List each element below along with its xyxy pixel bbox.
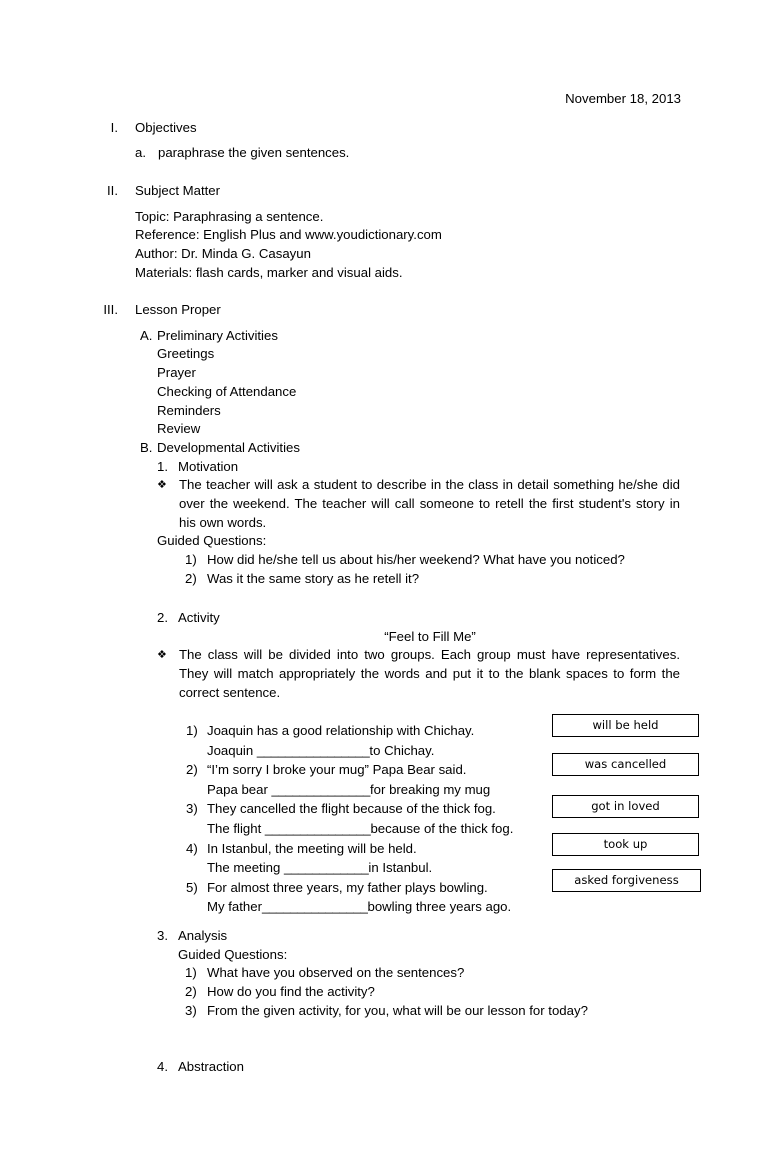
subject-matter-title: Subject Matter [135, 183, 221, 198]
motivation-bullet-text: The teacher will ask a student to describe in the class in detail something he/she did over the weekend. The teacher will call someone to retell the first student's story in his own words. [179, 477, 680, 530]
exercise-item-2-suffix: for breaking my mug [370, 781, 491, 797]
motivation-question-1-marker: 1) [185, 552, 197, 568]
motivation-question-2-marker: 2) [185, 570, 197, 586]
motivation-question-2-text: Was it the same story as he retell it? [207, 570, 420, 586]
motivation-marker: 1. [157, 458, 168, 474]
exercise-item-4-marker: 4) [186, 840, 198, 856]
exercise-item-5-prefix: My father [207, 899, 262, 915]
motivation-question-1-text: How did he/she tell us about his/her weekend? What have you noticed? [207, 552, 625, 568]
subject-matter-heading [0, 182, 768, 201]
answer-box-got-in-loved[interactable]: got in loved [552, 795, 699, 818]
exercise-item-3-marker: 3) [186, 801, 198, 817]
objectives-item [0, 144, 768, 163]
exercise-item-5-answer-line[interactable] [0, 897, 768, 917]
analysis-question-2-text: How do you find the activity? [207, 984, 375, 1000]
exercise-item-3-blank[interactable]: _______________ [264, 820, 371, 836]
preliminary-item-reminders: Reminders [157, 402, 221, 418]
analysis-question-1-marker: 1) [185, 965, 197, 981]
preliminary-item-prayer: Prayer [157, 365, 196, 381]
analysis-question-1-text: What have you observed on the sentences? [207, 965, 465, 981]
lesson-proper-title: Lesson Proper [135, 302, 221, 317]
lesson-proper-numeral: III. [103, 302, 118, 317]
exercise-item-2-blank[interactable]: ______________ [271, 781, 371, 797]
exercise-item-3-prefix: The flight [207, 820, 265, 836]
analysis-question-1 [0, 964, 768, 983]
preliminary-activities-heading [0, 327, 768, 346]
analysis-guided-questions-label: Guided Questions: [178, 946, 288, 962]
subject-matter-numeral: II. [107, 183, 118, 198]
section-objectives [0, 119, 768, 162]
answer-box-took-up[interactable]: took up [552, 833, 699, 856]
subject-matter-reference: Reference: English Plus and www.youdictionary.com [135, 227, 442, 243]
exercise-item-1-marker: 1) [186, 723, 198, 738]
document-date: November 18, 2013 [565, 91, 681, 106]
analysis-heading [0, 927, 768, 946]
motivation-question-2 [0, 570, 768, 589]
exercise-item-4-blank[interactable]: ____________ [283, 860, 369, 876]
analysis-question-2 [0, 983, 768, 1002]
analysis-question-3 [0, 1002, 768, 1021]
abstraction-heading [0, 1058, 768, 1077]
exercise-item-5-marker: 5) [186, 879, 198, 895]
exercise-item-4-suffix: in Istanbul. [368, 860, 433, 876]
exercise-item-3-question: They cancelled the flight because of the thick fog. [207, 801, 496, 817]
objectives-numeral: I. [110, 120, 118, 135]
activity-bullet-text: The class will be divided into two groups. Each group must have representatives. They will match appropriately the words and put it to the blank spaces to form the correct sentence. [179, 647, 680, 700]
developmental-activities-title: Developmental Activities [157, 439, 300, 455]
abstraction-marker: 4. [157, 1059, 168, 1074]
motivation-heading [0, 458, 768, 477]
objectives-title: Objectives [135, 120, 197, 135]
exercise-item-4-prefix: The meeting [207, 860, 284, 876]
exercise-item-2-prefix: Papa bear [207, 781, 272, 797]
objectives-item-marker: a. [135, 144, 146, 160]
spacer [0, 201, 768, 208]
preliminary-item-greetings: Greetings [157, 346, 215, 362]
section-lesson-proper [0, 301, 768, 589]
diamond-bullet-icon: ❖ [157, 648, 167, 662]
exercise-item-1-blank[interactable]: ________________ [256, 742, 370, 758]
exercise-item-4-question: In Istanbul, the meeting will be held. [207, 840, 417, 856]
section-analysis [0, 927, 768, 1021]
section-abstraction [0, 1058, 768, 1077]
activity-title: Activity [178, 610, 220, 625]
motivation-title: Motivation [178, 458, 239, 474]
objectives-item-text: paraphrase the given sentences. [158, 144, 350, 160]
answer-box-will-be-held[interactable]: will be held [552, 714, 699, 737]
subject-matter-author: Author: Dr. Minda G. Casayun [135, 246, 311, 262]
exercise-item-2-question: “I’m sorry I broke your mug” Papa Bear said. [207, 762, 467, 778]
activity-heading [0, 609, 768, 628]
exercise-item-5-blank[interactable]: _______________ [261, 899, 368, 915]
activity-bullet-paragraph [157, 646, 680, 702]
exercise-item-5-question: For almost three years, my father plays bowling. [207, 879, 488, 895]
preliminary-activities-marker: A. [140, 327, 153, 343]
exercise-item-1-prefix: Joaquin [207, 742, 257, 758]
answer-box-was-cancelled[interactable]: was cancelled [552, 753, 699, 776]
subject-matter-materials: Materials: flash cards, marker and visual aids. [135, 264, 403, 280]
motivation-bullet-paragraph [157, 476, 680, 532]
developmental-activities-marker: B. [140, 439, 153, 455]
answer-box-asked-forgiveness[interactable]: asked forgiveness [552, 869, 701, 892]
exercise-item-1-suffix: to Chichay. [369, 742, 435, 758]
analysis-marker: 3. [157, 928, 168, 943]
abstraction-title: Abstraction [178, 1059, 244, 1074]
preliminary-item-review: Review [157, 421, 201, 437]
diamond-bullet-icon: ❖ [157, 478, 167, 492]
exercise-item-3-suffix: because of the thick fog. [370, 820, 514, 836]
spacer [0, 320, 768, 327]
motivation-question-1 [0, 551, 768, 570]
analysis-question-3-text: From the given activity, for you, what will be our lesson for today? [207, 1002, 588, 1018]
exercise-item-1-question: Joaquin has a good relationship with Chichay. [207, 723, 475, 738]
section-subject-matter [0, 182, 768, 283]
analysis-question-3-marker: 3) [185, 1002, 197, 1018]
activity-name-title: “Feel to Fill Me” [384, 628, 476, 644]
analysis-question-2-marker: 2) [185, 984, 197, 1000]
developmental-activities-heading [0, 439, 768, 458]
section-activity [0, 609, 768, 703]
lesson-proper-heading [0, 301, 768, 320]
objectives-heading [0, 119, 768, 138]
preliminary-item-attendance: Checking of Attendance [157, 383, 297, 399]
exercise-item-5-suffix: bowling three years ago. [367, 899, 512, 915]
analysis-title: Analysis [178, 928, 228, 943]
motivation-guided-questions-label: Guided Questions: [157, 533, 267, 549]
subject-matter-topic: Topic: Paraphrasing a sentence. [135, 208, 324, 224]
preliminary-activities-title: Preliminary Activities [157, 327, 278, 343]
activity-marker: 2. [157, 610, 168, 625]
exercise-item-2-marker: 2) [186, 762, 198, 778]
